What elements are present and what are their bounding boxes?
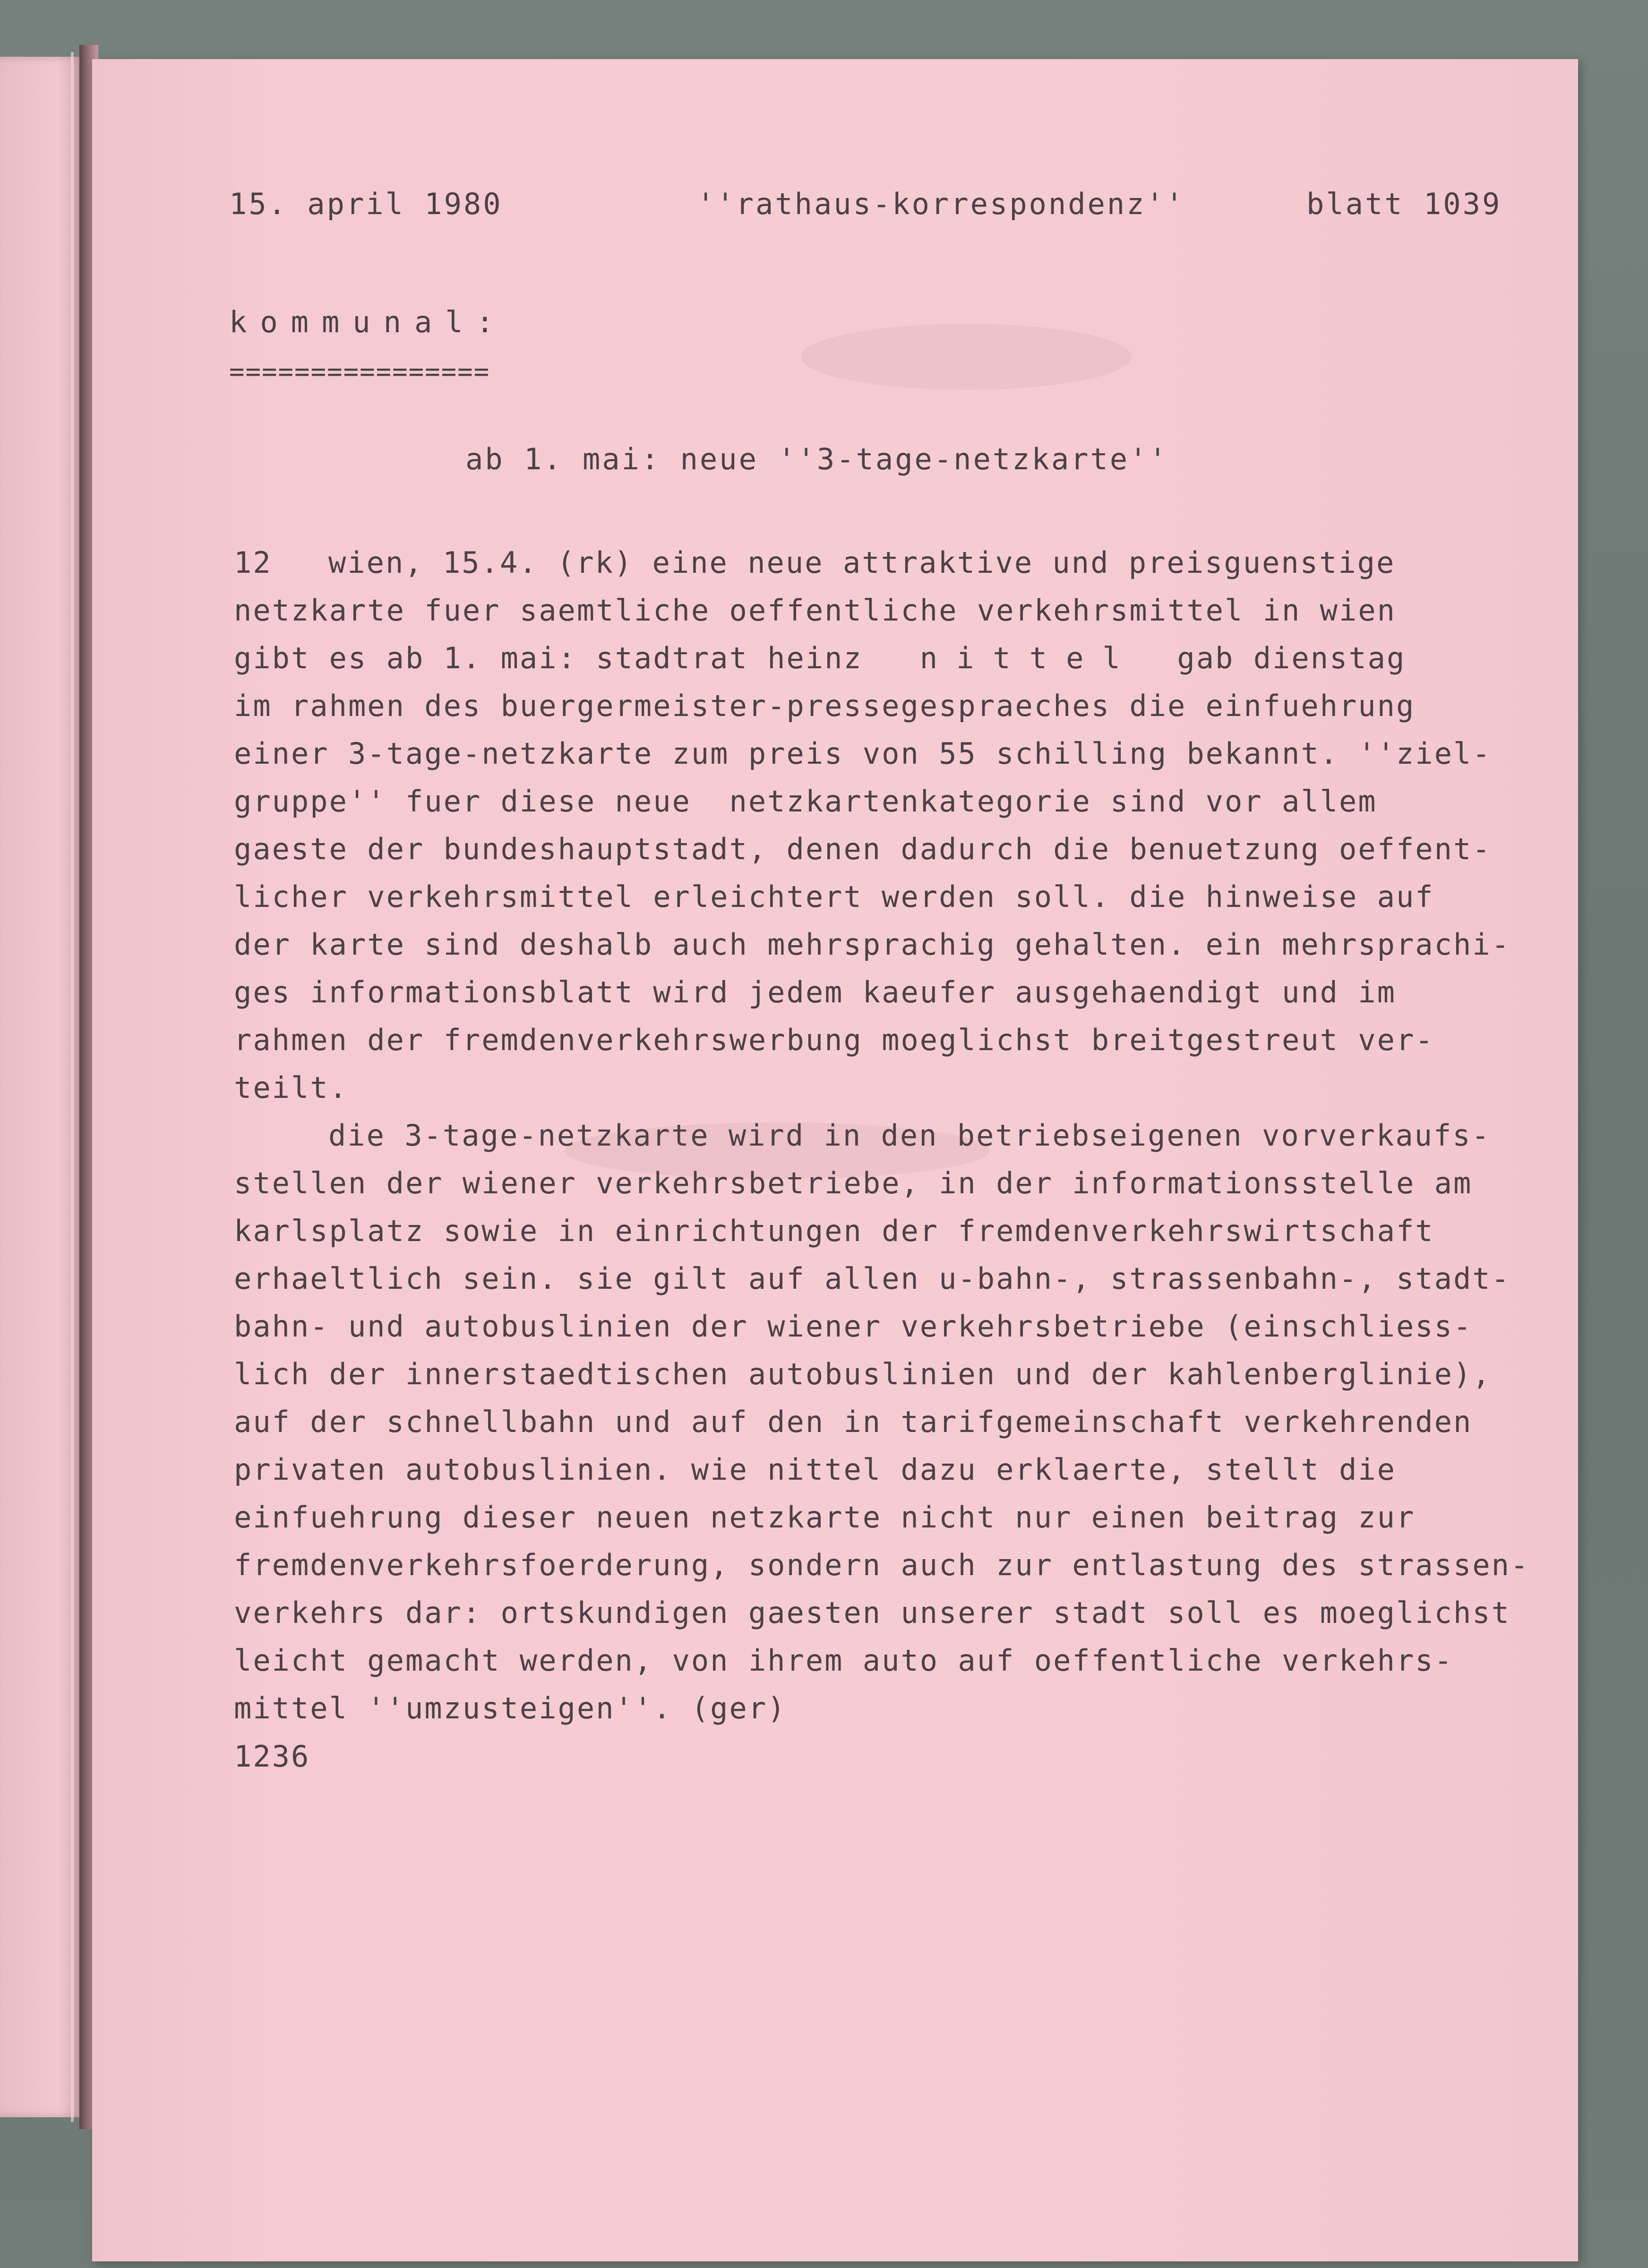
body-line: licher verkehrsmittel erleichtert werden soll. die hinweise auf [234,880,1434,914]
section-underline: ================ [229,357,490,387]
body-line [234,634,1557,682]
paper-stain [801,324,1132,390]
footer-number: 1236 [234,1739,310,1774]
body-line: stellen der wiener verkehrsbetriebe, in der informationsstelle am [234,1166,1473,1200]
body-line: bahn- und autobuslinien der wiener verkehrsbetriebe (einschliess- [234,1309,1473,1344]
body-line: privaten autobuslinien. wie nittel dazu erklaerte, stellt die [234,1452,1396,1487]
body-line: fremdenverkehrsfoerderung, sondern auch zur entlastung des strassen- [234,1548,1530,1582]
body-line: gaeste der bundeshauptstadt, denen dadurch die benuetzung oeffent- [234,832,1492,866]
body-line: auf der schnellbahn und auf den in tarifgemeinschaft verkehrenden [234,1405,1473,1439]
body-line: verkehrs dar: ortskundigen gaesten unserer stadt soll es moeglichst [234,1595,1511,1630]
header-date: 15. april 1980 [229,187,503,221]
body-line: einer 3-tage-netzkarte zum preis von 55 schilling bekannt. ''ziel- [234,736,1492,771]
header-sheet-number: blatt 1039 [1306,187,1502,221]
body-line: im rahmen des buergermeister-pressegespraeches die einfuehrung [234,689,1416,723]
body-line: netzkarte fuer saemtliche oeffentliche verkehrsmittel in wien [234,593,1396,628]
body-line: der karte sind deshalb auch mehrsprachig gehalten. ein mehrsprachi- [234,927,1511,962]
body-line-text: gab dienstag [1177,641,1406,675]
body-line-text: gibt es ab 1. mai: stadtrat heinz [234,641,863,675]
body-line: rahmen der fremdenverkehrswerbung moeglichst breitgestreut ver- [234,1023,1434,1057]
article-body [234,539,1557,1732]
body-line: gruppe'' fuer diese neue netzkartenkategorie sind vor allem [234,784,1377,819]
person-name-spaced: nittel [919,641,1139,675]
body-line: karlsplatz sowie in einrichtungen der fremdenverkehrswirtschaft [234,1214,1434,1248]
header-publication: ''rathaus-korrespondenz'' [697,187,1185,221]
section-title: kommunal: [229,305,507,339]
body-line-text: wien, 15.4. (rk) eine neue attraktive und preisguenstige [328,545,1396,580]
body-line: die 3-tage-netzkarte wird in den betriebseigenen vorverkaufs- [328,1118,1491,1153]
document-page [92,59,1578,2261]
page-header [92,187,1578,243]
article-number: 12 [234,545,272,580]
body-line: erhaeltlich sein. sie gilt auf allen u-bahn-, strassenbahn-, stadt- [234,1261,1511,1296]
body-line: lich der innerstaedtischen autobuslinien und der kahlenberglinie), [234,1357,1492,1391]
body-line: einfuehrung dieser neuen netzkarte nicht nur einen beitrag zur [234,1500,1416,1535]
article-headline: ab 1. mai: neue ''3-tage-netzkarte'' [465,442,1168,476]
body-line: leicht gemacht werden, von ihrem auto auf oeffentliche verkehrs- [234,1643,1453,1678]
body-line [234,539,1557,586]
body-line: mittel ''umzusteigen''. (ger) [234,1691,787,1725]
previous-page-border [0,52,74,2122]
body-line: teilt. [234,1070,348,1105]
body-line: ges informationsblatt wird jedem kaeufer ausgehaendigt und im [234,975,1396,1009]
